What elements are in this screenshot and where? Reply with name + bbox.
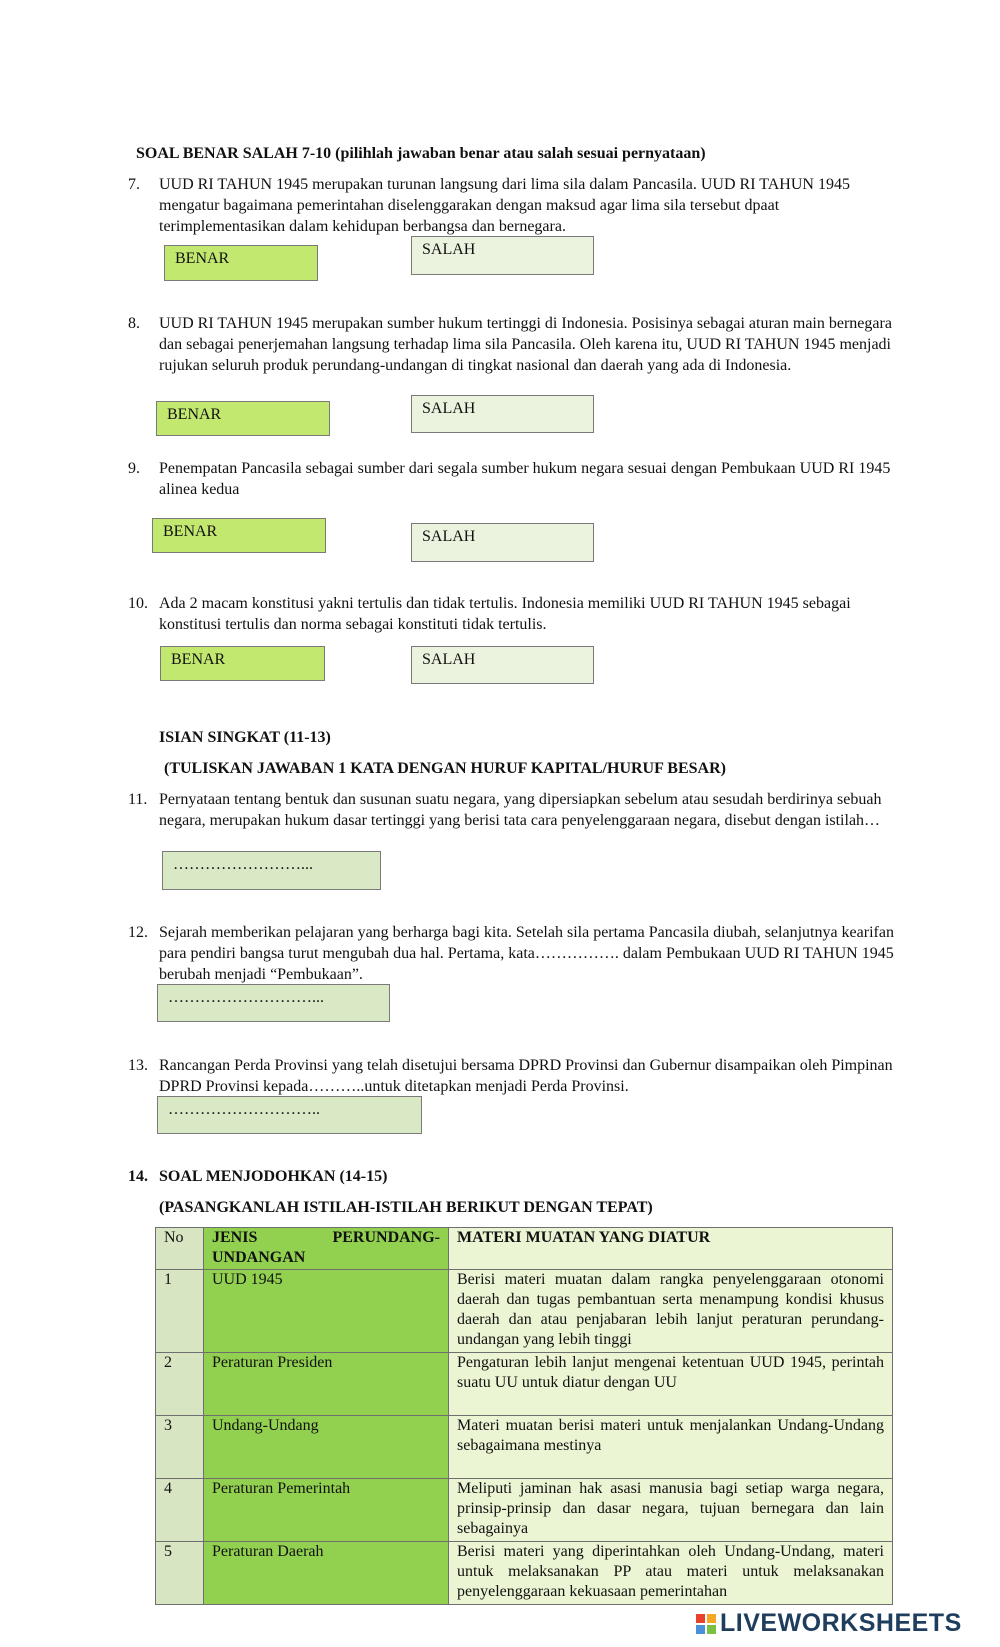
row-jenis[interactable]: UUD 1945 [204,1270,449,1353]
row-jenis[interactable]: Peraturan Daerah [204,1542,449,1605]
salah-button[interactable]: SALAH [411,395,594,433]
row-materi[interactable]: Berisi materi muatan dalam rangka penyelenggaraan otonomi daerah dan tugas pembantuan serta menampung kondisi khusus daerah dan atau penjabaran lebih lanjut peraturan perundang-undangan yang lebih tinggi [449,1270,893,1353]
benar-button[interactable]: BENAR [164,245,318,281]
question-number: 13. [128,1057,148,1074]
section-title-benar-salah: SOAL BENAR SALAH 7-10 (pilihlah jawaban benar atau salah sesuai pernyataan) [136,145,706,162]
logo-square-icon [696,1614,705,1623]
logo-grid-icon [696,1614,716,1634]
row-no: 5 [156,1542,204,1605]
benar-button[interactable]: BENAR [156,401,330,436]
section-title-isian: ISIAN SINGKAT (11-13) [159,729,331,746]
table-row [156,1416,893,1479]
salah-button[interactable]: SALAH [411,236,594,275]
question-text: Ada 2 macam konstitusi yakni tertulis dan tidak tertulis. Indonesia memiliki UUD RI TAHUN 1945 sebagai konstitusi tertulis dan norma sebagai konstituti tidak tertulis. [159,595,851,633]
logo-square-icon [707,1614,716,1623]
answer-field[interactable]: ……………………….. [157,1096,422,1134]
header-jenis-word2: PERUNDANG- [332,1229,440,1246]
row-materi[interactable]: Berisi materi yang diperintahkan oleh Undang-Undang, materi untuk melaksanakan PP atau materi untuk melaksanakan penyelenggaraan kekuasaan pemerintahan [449,1542,893,1605]
section-subtitle-isian: (TULISKAN JAWABAN 1 KATA DENGAN HURUF KAPITAL/HURUF BESAR) [164,760,726,777]
matching-table [155,1227,893,1605]
table-row [156,1270,893,1353]
question-text: Sejarah memberikan pelajaran yang berharga bagi kita. Setelah sila pertama Pancasila diubah, selanjutnya kearifan para pendiri bangsa turut mengubah dua hal. Pertama, kata……………. dalam Pembukaan UUD RI TAHUN 1945 berubah menjadi “Pembukaan”. [159,924,894,983]
benar-button[interactable]: BENAR [160,646,325,681]
logo-square-icon [696,1625,705,1634]
question-text: Rancangan Perda Provinsi yang telah disetujui bersama DPRD Provinsi dan Gubernur disampaikan oleh Pimpinan DPRD Provinsi kepada………..untuk ditetapkan menjadi Perda Provinsi. [159,1057,893,1095]
answer-field[interactable]: ………………………... [157,984,390,1022]
liveworksheets-logo [696,1609,962,1637]
question-number: 7. [128,176,140,193]
logo-text: LIVEWORKSHEETS [720,1609,962,1637]
row-materi[interactable]: Materi muatan berisi materi untuk menjalankan Undang-Undang sebagaimana mestinya [449,1416,893,1479]
answer-field[interactable]: ……………………... [162,851,381,890]
salah-button[interactable]: SALAH [411,523,594,562]
row-no: 1 [156,1270,204,1353]
row-jenis[interactable]: Peraturan Pemerintah [204,1479,449,1542]
question-text: UUD RI TAHUN 1945 merupakan turunan langsung dari lima sila dalam Pancasila. UUD RI TAHUN 1945 mengatur bagaimana pemerintahan diselenggarakan dengan maksud agar lima sila tersebut dpaat terimplementasikan dalam kehidupan berbangsa dan bernegara. [159,176,850,235]
row-no: 4 [156,1479,204,1542]
row-materi[interactable]: Meliputi jaminan hak asasi manusia bagi setiap warga negara, prinsip-prinsip dan dasar negara, tujuan bernegara dan lain sebagainya [449,1479,893,1542]
header-no: No [156,1228,204,1270]
row-materi[interactable]: Pengaturan lebih lanjut mengenai ketentuan UUD 1945, perintah suatu UU untuk diatur dengan UU [449,1353,893,1416]
question-number: 8. [128,315,140,332]
question-number: 14. [128,1168,148,1185]
question-text: Pernyataan tentang bentuk dan susunan suatu negara, yang dipersiapkan sebelum atau sesudah berdirinya sebuah negara, merupakan hukum dasar tertinggi yang berisi tata cara penyelenggaraan negara, disebut dengan istilah… [159,791,882,829]
question-number: 12. [128,924,148,941]
row-jenis[interactable]: Peraturan Presiden [204,1353,449,1416]
row-no: 3 [156,1416,204,1479]
table-row [156,1542,893,1605]
row-jenis[interactable]: Undang-Undang [204,1416,449,1479]
table-header-row [156,1228,893,1270]
header-jenis-word1: JENIS [212,1229,258,1246]
header-jenis-word3: UNDANGAN [212,1249,306,1266]
salah-button[interactable]: SALAH [411,646,594,684]
benar-button[interactable]: BENAR [152,518,326,553]
question-number: 9. [128,460,140,477]
question-number: 11. [128,791,148,808]
table-row [156,1479,893,1542]
header-jenis [204,1228,449,1270]
header-materi: MATERI MUATAN YANG DIATUR [449,1228,893,1270]
row-no: 2 [156,1353,204,1416]
section-title-menjodohkan: SOAL MENJODOHKAN (14-15) [159,1168,388,1185]
logo-square-icon [707,1625,716,1634]
question-text: UUD RI TAHUN 1945 merupakan sumber hukum tertinggi di Indonesia. Posisinya sebagai aturan main bernegara dan sebagai penerjemahan langsung terhadap lima sila Pancasila. Oleh karena itu, UUD RI TAHUN 1945 menjadi rujukan seluruh produk perundang-undangan di tingkat nasional dan daerah yang ada di Indonesia. [159,315,892,374]
section-subtitle-menjodohkan: (PASANGKANLAH ISTILAH-ISTILAH BERIKUT DENGAN TEPAT) [159,1199,653,1216]
question-text: Penempatan Pancasila sebagai sumber dari segala sumber hukum negara sesuai dengan Pembukaan UUD RI 1945 alinea kedua [159,460,891,498]
table-row [156,1353,893,1416]
question-number: 10. [128,595,148,612]
